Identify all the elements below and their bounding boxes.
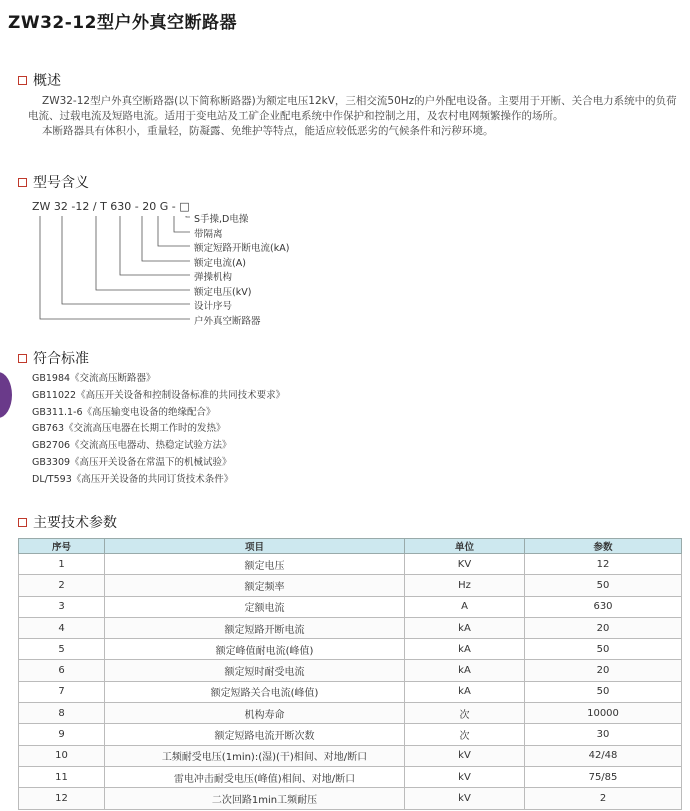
bullet-square-icon [18, 178, 27, 187]
standard-item: GB1984《交流高压断路器》 [32, 373, 156, 384]
cell-item: 额定峰值耐电流(峰值) [105, 639, 405, 660]
model-label: 设计序号 [194, 301, 233, 312]
cell-item: 额定频率 [105, 575, 405, 596]
cell-value: 20 [525, 660, 682, 681]
cell-item: 额定短时耐受电流 [105, 660, 405, 681]
params-title: 主要技术参数 [33, 515, 117, 531]
params-heading [18, 512, 117, 532]
model-label: S手操,D电操 [194, 214, 249, 225]
standards-title: 符合标准 [33, 351, 89, 367]
table-row [19, 745, 682, 766]
cell-index: 1 [19, 554, 105, 575]
cell-unit: 次 [405, 724, 525, 745]
cell-value: 50 [525, 575, 682, 596]
model-label: 额定电压(kV) [194, 287, 252, 298]
cell-item: 二次回路1min工频耐压 [105, 788, 405, 809]
cell-unit: KV [405, 554, 525, 575]
standard-item: DL/T593《高压开关设备的共同订货技术条件》 [32, 473, 234, 485]
cell-value: 50 [525, 639, 682, 660]
model-heading [18, 172, 89, 192]
table-row [19, 724, 682, 745]
col-header-unit: 单位 [405, 539, 525, 554]
col-header-index: 序号 [19, 539, 105, 554]
cell-value: 630 [525, 596, 682, 617]
bullet-square-icon [18, 518, 27, 527]
cell-index: 9 [19, 724, 105, 745]
cell-item: 雷电冲击耐受电压(峰值)相间、对地/断口 [105, 766, 405, 787]
model-leader-lines [32, 200, 352, 330]
overview-title: 概述 [33, 73, 61, 89]
cell-unit: kA [405, 681, 525, 702]
standards-list [32, 371, 285, 489]
cell-index: 12 [19, 788, 105, 809]
table-row [19, 703, 682, 724]
cell-item: 额定短路开断电流 [105, 617, 405, 638]
table-row [19, 554, 682, 575]
cell-index: 11 [19, 766, 105, 787]
table-row [19, 660, 682, 681]
table-row [19, 639, 682, 660]
cell-value: 10000 [525, 703, 682, 724]
cell-unit: Hz [405, 575, 525, 596]
cell-item: 额定短路关合电流(峰值) [105, 681, 405, 702]
model-label: 额定短路开断电流(kA) [194, 243, 290, 254]
standard-item: GB763《交流高压电器在长期工作时的发热》 [32, 423, 226, 435]
model-code: ZW 32 -12 / T 630 - 20 G - □ [32, 200, 190, 213]
cell-unit: kV [405, 788, 525, 809]
cell-value: 2 [525, 788, 682, 809]
standard-item: GB11022《高压开关设备和控制设备标准的共同技术要求》 [32, 389, 286, 401]
cell-index: 4 [19, 617, 105, 638]
cell-unit: kA [405, 639, 525, 660]
cell-value: 12 [525, 554, 682, 575]
overview-text [28, 94, 680, 139]
model-diagram [32, 200, 352, 330]
params-table [18, 538, 682, 810]
standard-item: GB2706《交流高压电器动、热稳定试验方法》 [32, 440, 232, 452]
cell-item: 机构寿命 [105, 703, 405, 724]
standards-heading [18, 348, 89, 368]
cell-item: 定额电流 [105, 596, 405, 617]
overview-paragraph: 本断路器具有体积小，重量轻，防凝露、免维护等特点，能适应较低恶劣的气候条件和污秽环境。 [42, 125, 494, 137]
cell-value: 30 [525, 724, 682, 745]
cell-index: 5 [19, 639, 105, 660]
cell-unit: kV [405, 766, 525, 787]
model-label: 弹操机构 [194, 272, 233, 283]
cell-unit: kA [405, 617, 525, 638]
cell-value: 20 [525, 617, 682, 638]
cell-value: 42/48 [525, 745, 682, 766]
table-row [19, 788, 682, 809]
cell-unit: kA [405, 660, 525, 681]
cell-unit: 次 [405, 703, 525, 724]
table-row [19, 617, 682, 638]
cell-value: 75/85 [525, 766, 682, 787]
table-header-row [19, 539, 682, 554]
table-row [19, 575, 682, 596]
standard-item: GB311.1-6《高压输变电设备的绝缘配合》 [32, 406, 216, 418]
overview-paragraph: ZW32-12型户外真空断路器(以下简称断路器)为额定电压12kV，三相交流50Hz的户外配电设备。主要用于开断、关合电力系统中的负荷电流、过载电流及短路电流。适用于变电站及工矿企业配电系统中作保护和控制之用，及农村电网频繁操作的场所。 [28, 95, 677, 122]
overview-heading [18, 70, 61, 90]
cell-item: 额定短路电流开断次数 [105, 724, 405, 745]
cell-index: 7 [19, 681, 105, 702]
table-row [19, 766, 682, 787]
model-label: 额定电流(A) [194, 258, 246, 269]
table-row [19, 596, 682, 617]
cell-value: 50 [525, 681, 682, 702]
cell-index: 2 [19, 575, 105, 596]
cell-index: 3 [19, 596, 105, 617]
cell-unit: kV [405, 745, 525, 766]
decorative-tab [0, 372, 12, 418]
cell-unit: A [405, 596, 525, 617]
model-label: 带隔离 [194, 229, 223, 240]
cell-index: 6 [19, 660, 105, 681]
page-title: ZW32-12型户外真空断路器 [8, 13, 237, 33]
cell-item: 额定电压 [105, 554, 405, 575]
cell-index: 10 [19, 745, 105, 766]
cell-index: 8 [19, 703, 105, 724]
col-header-item: 项目 [105, 539, 405, 554]
cell-item: 工频耐受电压(1min):(湿)(干)相间、对地/断口 [105, 745, 405, 766]
standard-item: GB3309《高压开关设备在常温下的机械试验》 [32, 456, 232, 468]
col-header-value: 参数 [525, 539, 682, 554]
model-title: 型号含义 [33, 175, 89, 191]
model-label: 户外真空断路器 [194, 316, 261, 327]
bullet-square-icon [18, 76, 27, 85]
table-row [19, 681, 682, 702]
bullet-square-icon [18, 354, 27, 363]
